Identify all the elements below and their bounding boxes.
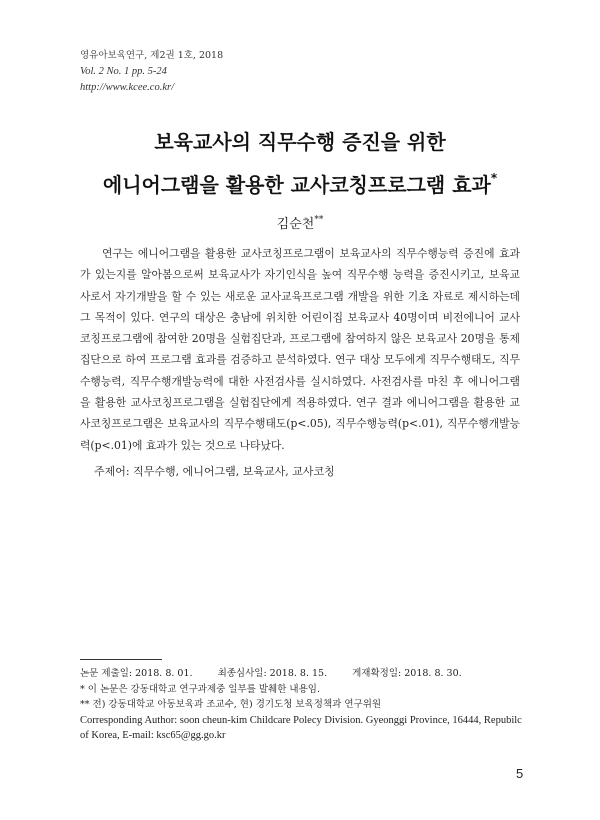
author <box>0 213 600 232</box>
journal-url[interactable]: http://www.kcee.co.kr/ <box>80 82 174 93</box>
author-name: 김순천 <box>276 217 315 232</box>
title-line-2 <box>0 160 600 203</box>
journal-header <box>80 48 223 96</box>
footnote-2: ** 전) 강동대학교 아동보육과 조교수, 현) 경기도청 보육정책과 연구위원 <box>80 699 382 710</box>
abstract <box>80 243 520 456</box>
paper-title <box>0 124 600 203</box>
submission-dates <box>80 666 530 682</box>
keywords-list: 직무수행, 에니어그램, 보육교사, 교사코칭 <box>133 465 335 478</box>
author-footnote-mark: ** <box>314 215 324 225</box>
journal-volume: Vol. 2 No. 1 pp. 5-24 <box>80 66 167 77</box>
keywords-label: 주제어: <box>94 465 130 478</box>
page-number: 5 <box>516 766 524 781</box>
abstract-text: 연구는 에니어그램을 활용한 교사코칭프로그램이 보육교사의 직무수행능력 증진에 효과가 있는지를 알아봄으로써 보육교사가 자기인식을 높여 직무수행 능력을 증진시키고, 보육교사로서 자기개발을 할 수 있는 새로운 교사교육프로그램 개발을 위한 기초 자료로 제시하는데 그 목적이 있다. 연구의 대상은 충남에 위치한 어린이집 보육교사 40명이며 비전에니어 교사코칭프로그램에 참여한 20명을 실험집단과, 프로그램에 참여하지 않은 보육교사 20명을 통제집단으로 하여 프로그램 효과를 검증하고 분석하였다. 연구 대상 모두에게 직무수행태도, 직무수행능력, 직무수행개발능력에 대한 사전검사를 실시하였다. 사전검사를 마친 후 에니어그램을 활용한 교사코칭프로그램을 실험집단에게 적용하였다. 연구 결과 에니어그램을 활용한 교사코칭프로그램은 보육교사의 직무수행태도(p<.05), 직무수행능력(p<.01), 직무수행개발능력(p<.01)에 효과가 있는 것으로 나타났다. <box>80 247 520 452</box>
corresponding-author: Corresponding Author: soon cheun-kim Childcare Polecy Division. Gyeonggi Province, 16444, Repubilc of Korea, E-mail: ksc65@gg.go.kr <box>80 714 522 741</box>
received-date: 논문 제출일: 2018. 8. 01. <box>80 668 193 679</box>
footnote-divider <box>80 659 162 660</box>
title-footnote-mark: * <box>490 171 498 185</box>
journal-name: 영유아보육연구, 제2권 1호, 2018 <box>80 50 224 61</box>
title-line-1: 보육교사의 직무수행 증진을 위한 <box>154 130 446 154</box>
title-line-2-text: 에니어그램을 활용한 교사코칭프로그램 효과 <box>102 173 491 197</box>
reviewed-date: 최종심사일: 2018. 8. 15. <box>217 668 328 679</box>
footnote-1: * 이 논문은 강동대학교 연구과제중 일부를 발췌한 내용임. <box>80 683 320 695</box>
footnotes <box>80 666 530 743</box>
accepted-date: 게재확정일: 2018. 8. 30. <box>352 668 462 679</box>
keywords <box>94 463 335 479</box>
